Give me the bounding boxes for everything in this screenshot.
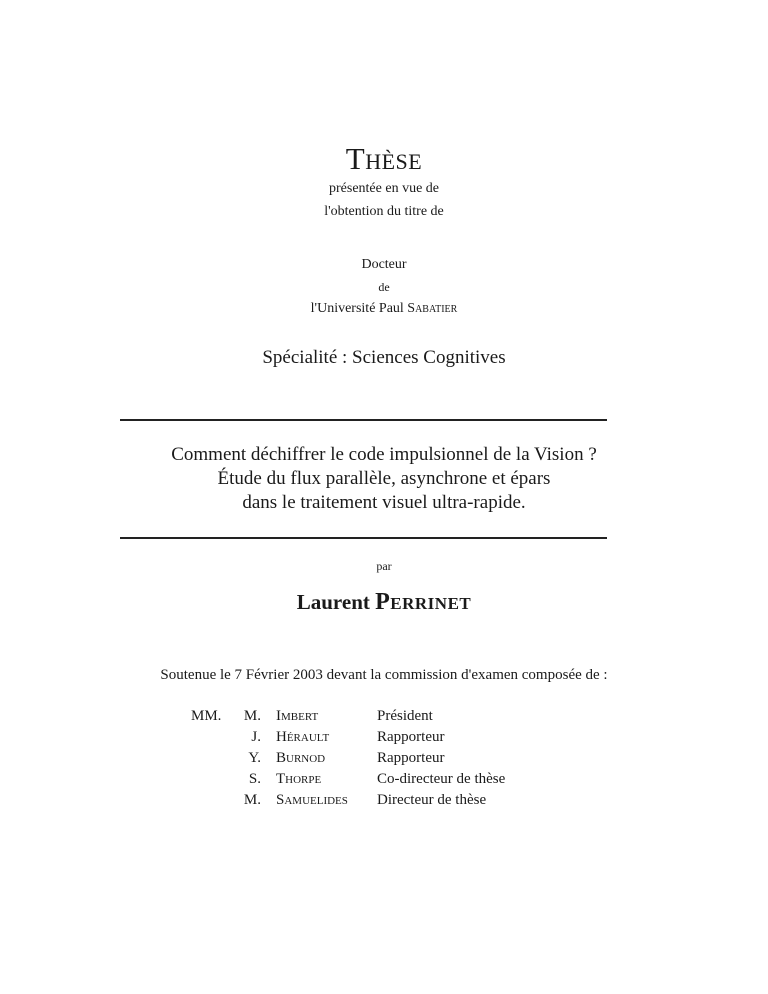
jury-row <box>0 750 768 771</box>
jury-initial: J. <box>251 729 261 745</box>
thesis-label: Thèse <box>345 141 423 176</box>
top-rule <box>120 419 607 421</box>
author-name <box>0 589 768 616</box>
presented-line: présentée en vue de <box>329 181 439 196</box>
jury-initial: Y. <box>248 750 261 766</box>
jury-name: Thorpe <box>276 771 322 787</box>
university-line <box>0 301 768 317</box>
degree-de: de <box>378 280 390 294</box>
jury-role: Directeur de thèse <box>377 792 487 808</box>
author-last-name: Perrinet <box>375 589 472 615</box>
thesis-title-line-1: Comment déchiffrer le code impulsionnel de la Vision ? <box>171 444 597 465</box>
jury-row <box>0 729 768 750</box>
jury-initial: S. <box>248 771 261 787</box>
jury-row <box>0 792 768 813</box>
jury-role: Rapporteur <box>377 750 445 766</box>
degree-title: Docteur <box>361 257 407 272</box>
jury-initial: M. <box>243 708 261 724</box>
jury-role: Co-directeur de thèse <box>377 771 506 787</box>
jury-name: Hérault <box>276 729 330 745</box>
jury-role: Président <box>377 708 433 724</box>
jury-name: Imbert <box>276 708 319 724</box>
bottom-rule <box>120 537 607 539</box>
obtention-line: l'obtention du titre de <box>324 204 444 219</box>
by-label: par <box>376 559 392 573</box>
university-name: Sabatier <box>407 301 458 316</box>
specialty: Spécialité : Sciences Cognitives <box>262 347 506 368</box>
jury-name: Burnod <box>276 750 326 766</box>
author-first-name: Laurent <box>296 590 370 614</box>
defense-statement: Soutenue le 7 Février 2003 devant la commission d'examen composée de : <box>160 667 608 683</box>
jury-initial: M. <box>243 792 261 808</box>
thesis-title-line-3: dans le traitement visuel ultra-rapide. <box>242 492 526 513</box>
jury-name: Samuelides <box>276 792 348 808</box>
jury-row <box>0 708 768 729</box>
thesis-title-line-2: Étude du flux parallèle, asynchrone et épars <box>217 468 551 489</box>
jury-prefix: MM. <box>191 708 222 724</box>
jury-role: Rapporteur <box>377 729 445 745</box>
jury-row <box>0 771 768 792</box>
university-prefix: l'Université Paul <box>310 301 404 316</box>
